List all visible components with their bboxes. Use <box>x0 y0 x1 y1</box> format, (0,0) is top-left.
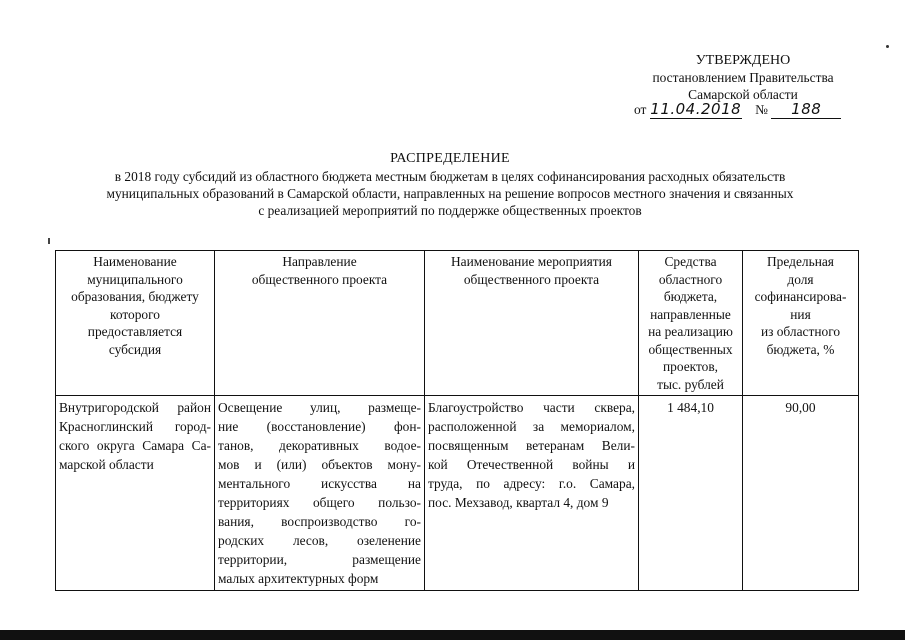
approval-line-2: Самарской области <box>688 87 798 102</box>
cell-share: 90,00 <box>743 396 859 591</box>
handwritten-number: 188 <box>771 101 841 119</box>
scan-speck <box>886 45 889 48</box>
header-municipality: Наименование муниципального образования, бюджету которого предоставляется субсидия <box>56 251 215 396</box>
cell-direction: Освещение улиц, размеще- ние (восстановление) фон- танов, декоративных водое- мов и (или) объектов мону- ментального искусства на территориях общего пользо- вания, воспроизводство го- родских лесов, озеленение территории, размещение малых архитектурных форм <box>215 396 425 591</box>
cell-funds: 1 484,10 <box>639 396 743 591</box>
approval-reference <box>634 101 854 121</box>
scan-bottom-edge <box>0 630 905 640</box>
table-row <box>56 396 859 591</box>
approval-stamp <box>628 52 858 103</box>
header-direction: Направление общественного проекта <box>215 251 425 396</box>
approval-line-1: постановлением Правительства <box>652 70 834 85</box>
number-prefix: № <box>755 102 768 117</box>
header-share: Предельная доля софинансирова- ния из областного бюджета, % <box>743 251 859 396</box>
header-event: Наименование мероприятия общественного проекта <box>425 251 639 396</box>
date-prefix: от <box>634 102 647 117</box>
document-heading <box>40 150 860 219</box>
handwritten-date: 11.04.2018 <box>650 100 742 118</box>
heading-line-1: в 2018 году субсидий из областного бюджета местным бюджетам в целях софинансирования расходных обязательств <box>114 169 786 184</box>
approval-title: УТВЕРЖДЕНО <box>695 53 791 68</box>
table-header-row <box>56 251 859 396</box>
cell-municipality: Внутригородской район Красноглинский город- ского округа Самара Са- марской области <box>56 396 215 591</box>
header-funds: Средства областного бюджета, направленные на реализацию общественных проектов, тыс. рублей <box>639 251 743 396</box>
scan-mark <box>48 238 50 244</box>
heading-line-2: муниципальных образований в Самарской области, направленных на решение вопросов местного значения и связанных <box>106 186 794 201</box>
distribution-table <box>55 250 859 591</box>
heading-line-3: с реализацией мероприятий по поддержке общественных проектов <box>258 203 642 218</box>
cell-event: Благоустройство части сквера, расположенной за мемориалом, посвященным ветеранам Вели- кой Отечественной войны и труда, по адресу: г.о. Самара, пос. Мехзавод, квартал 4, дом 9 <box>425 396 639 591</box>
document-title: РАСПРЕДЕЛЕНИЕ <box>390 151 510 166</box>
